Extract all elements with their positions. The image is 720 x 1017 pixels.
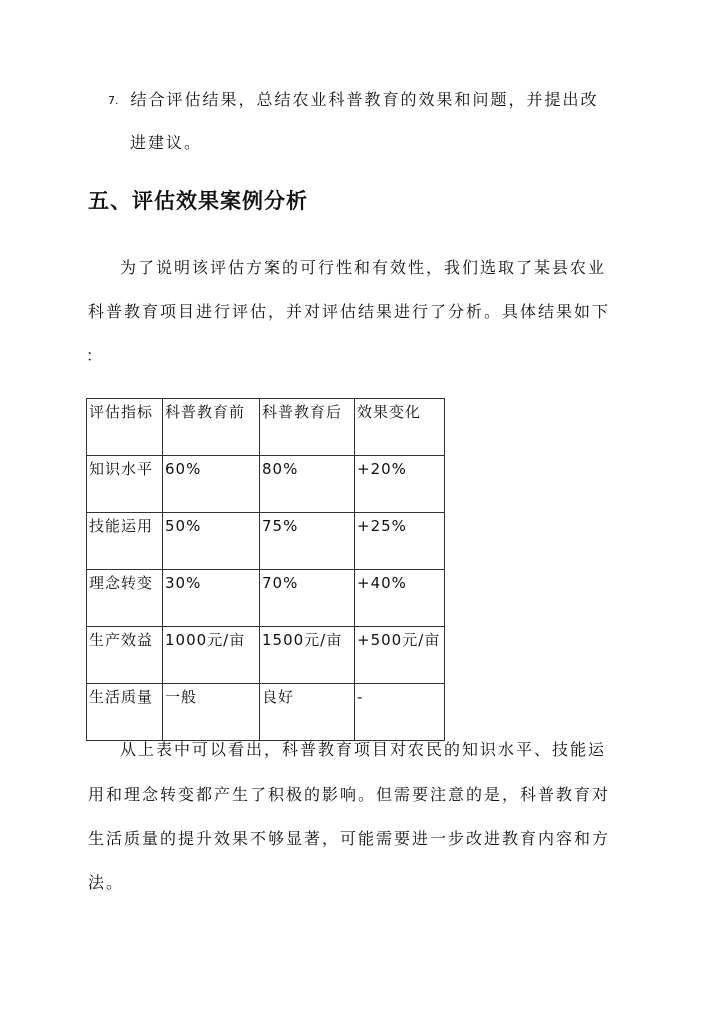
table-header-cell: 科普教育前 xyxy=(163,399,260,456)
evaluation-table xyxy=(86,398,445,741)
table-header-cell: 评估指标 xyxy=(87,399,163,456)
intro-line-2: 科普教育项目进行评估，并对评估结果进行了分析。具体结果如下 xyxy=(88,302,611,321)
table-cell: - xyxy=(355,684,445,741)
table-row xyxy=(87,513,445,570)
table-cell: +500元/亩 xyxy=(355,627,445,684)
conclusion-line-1: 从上表中可以看出，科普教育项目对农民的知识水平、技能运 xyxy=(120,740,607,759)
table-row xyxy=(87,456,445,513)
table-cell: 知识水平 xyxy=(87,456,163,513)
table-cell: 1500元/亩 xyxy=(260,627,355,684)
table-cell: 生产效益 xyxy=(87,627,163,684)
table-cell: 生活质量 xyxy=(87,684,163,741)
table-row xyxy=(87,684,445,741)
list-item-text-line2: 进建议。 xyxy=(130,133,203,152)
section-title: 五、评估效果案例分析 xyxy=(88,188,308,213)
table-cell: +40% xyxy=(355,570,445,627)
table-row xyxy=(87,570,445,627)
table-row xyxy=(87,627,445,684)
table-cell: 60% xyxy=(163,456,260,513)
table-cell: 30% xyxy=(163,570,260,627)
table-header-row xyxy=(87,399,445,456)
conclusion-line-4: 法。 xyxy=(88,873,125,892)
table-cell: 1000元/亩 xyxy=(163,627,260,684)
list-item-7 xyxy=(108,90,599,111)
intro-line-1: 为了说明该评估方案的可行性和有效性，我们选取了某县农业 xyxy=(120,258,607,277)
table-header-cell: 科普教育后 xyxy=(260,399,355,456)
table-cell: +20% xyxy=(355,456,445,513)
table-header-cell: 效果变化 xyxy=(355,399,445,456)
conclusion-line-3: 生活质量的提升效果不够显著，可能需要进一步改进教育内容和方 xyxy=(88,829,611,848)
intro-line-3: ： xyxy=(86,346,105,365)
table-cell: 理念转变 xyxy=(87,570,163,627)
list-item-text-line1: 结合评估结果，总结农业科普教育的效果和问题，并提出改 xyxy=(130,90,599,109)
table-cell: 良好 xyxy=(260,684,355,741)
table-cell: 50% xyxy=(163,513,260,570)
table-cell: +25% xyxy=(355,513,445,570)
table-cell: 75% xyxy=(260,513,355,570)
table-cell: 80% xyxy=(260,456,355,513)
table-cell: 技能运用 xyxy=(87,513,163,570)
list-number: 7. xyxy=(108,94,119,107)
table-cell: 70% xyxy=(260,570,355,627)
table-cell: 一般 xyxy=(163,684,260,741)
conclusion-line-2: 用和理念转变都产生了积极的影响。但需要注意的是，科普教育对 xyxy=(88,785,611,804)
